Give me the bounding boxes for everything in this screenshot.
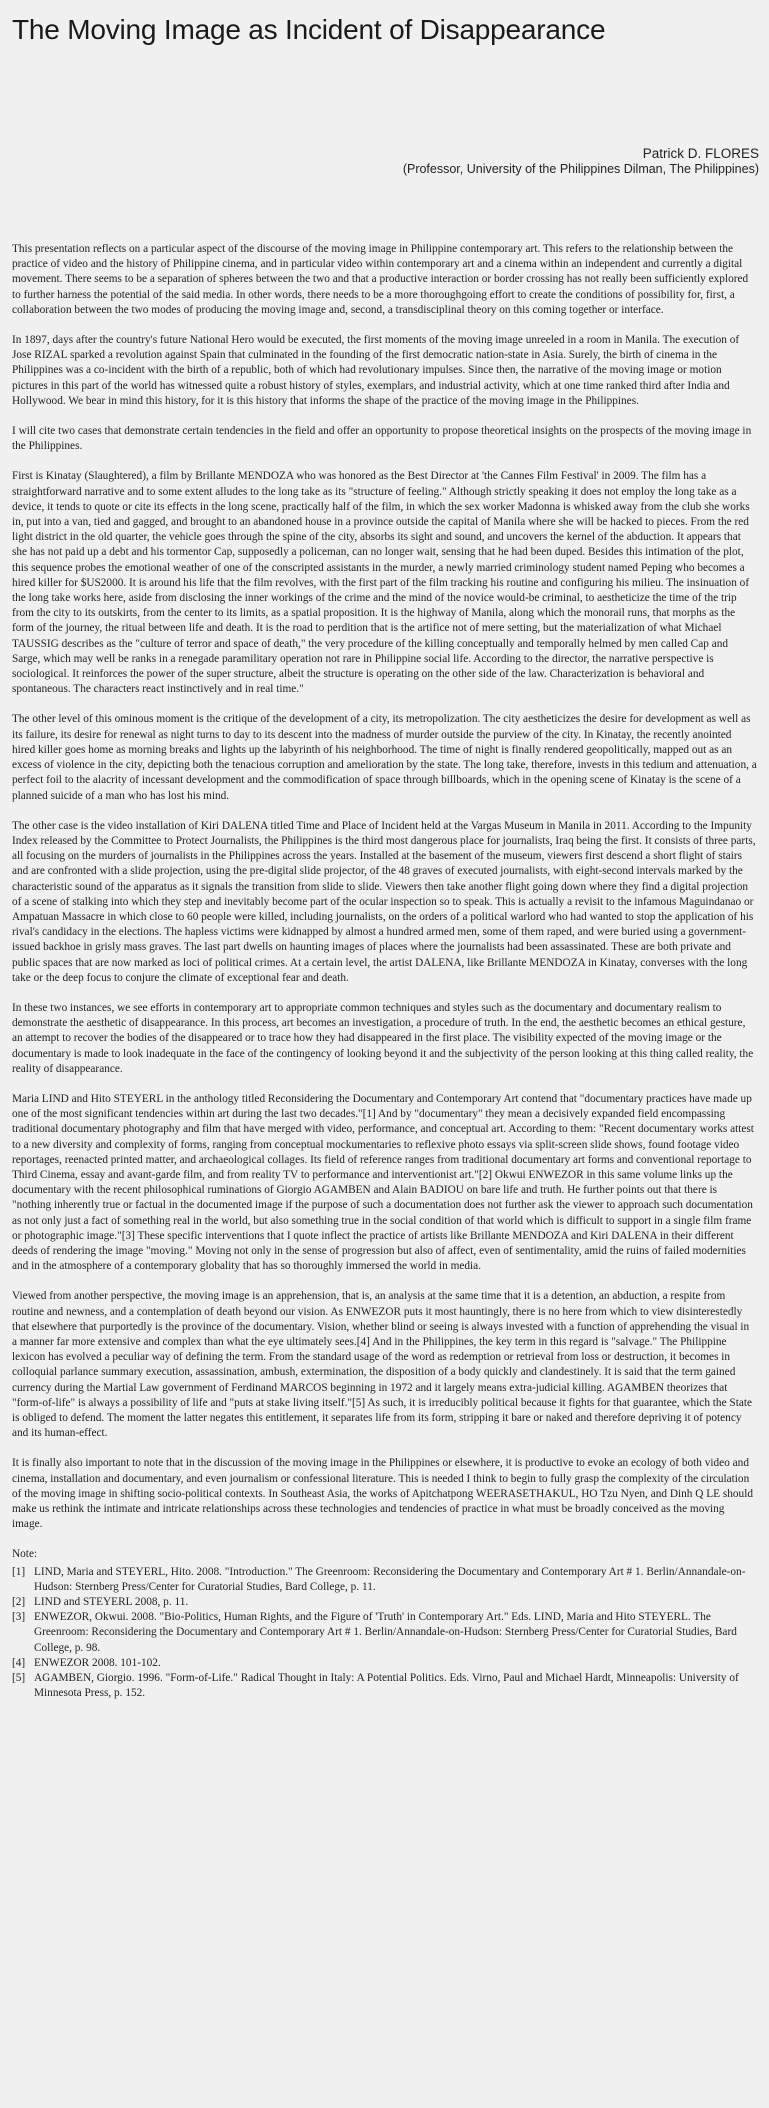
- note-number: [5]: [12, 1672, 26, 1685]
- paragraph: First is Kinatay (Slaughtered), a film by Brillante MENDOZA who was honored as the Best Director at 'the Cannes Film Festival' in 2009. The film has a straightforward narrative and to some extent alludes to the long take as its "structure of feeling." Although strictly speaking it does not employ the long take as a device, it tends to quote or cite its effects in the long scene, practically half of the film, in which the sex worker Madonna is whisked away from the club she works in, put into a van, tied and gagged, and brought to an abandoned house in a province outside the capital of Manila where she will be hacked to pieces. From the red light district in the old quarter, the vehicle goes through the spine of the city, absorbs its sight and sound, and uncovers the kernel of the abduction. It appears that she has not paid up a debt and his tormentor Cap, supposedly a policeman, can no longer wait, sensing that he had been duped. Besides this intimation of the plot, this sequence probes the emotional weather of one of the conscripted assistants in the murder, a newly married criminology student named Peping who becomes a hired killer for $US2000. It is around his life that the film revolves, with the first part of the film tracking his routine and configuring his milieu. The insinuation of the long take works here, aside from disclosing the inner workings of the crime and the mind of the novice would-be criminal, to aestheticize the time of the trip from the city to its outskirts, from the center to its limits, as a spatial proposition. It is the highway of Manila, along which the monorail runs, that morphs as the form of the journey, the ritual between life and death. It is the road to perdition that is the artifice not of mere setting, but the materialization of what Michael TAUSSIG describes as the "culture of terror and space of death," the very procedure of the killing conceptually and temporally helmed by men called Cap and Sarge, which may well be ranks in a renegade paramilitary operation not rare in Philippine social life. According to the director, the narrative perspective is sociological. It reinforces the power of the super structure, albeit the structure is operating on the other side of the law. Characterization is behavioral and spontaneous. The characters react instinctively and in real time.": [12, 470, 750, 696]
- note-number: [1]: [12, 1565, 26, 1578]
- note-text: AGAMBEN, Giorgio. 1996. "Form-of-Life." Radical Thought in Italy: A Potential Politics. Eds. Virno, Paul and Michael Hardt, Minneapolis: University of Minnesota Press, p. 152.: [34, 1672, 739, 1700]
- notes-section: [12, 1547, 757, 1701]
- note-item: [12, 1656, 757, 1671]
- note-item: [12, 1671, 757, 1701]
- note-item: [12, 1565, 757, 1595]
- note-text: LIND, Maria and STEYERL, Hito. 2008. "Introduction." The Greenroom: Reconsidering the Documentary and Contemporary Art # 1. Berlin/Annandale-on-Hudson: Sternberg Press/Center for Curatorial Studies, Bard College, p. 11.: [34, 1565, 746, 1593]
- note-number: [3]: [12, 1611, 26, 1624]
- paragraph: The other case is the video installation of Kiri DALENA titled Time and Place of Incident held at the Vargas Museum in Manila in 2011. According to the Impunity Index released by the Committee to Protect Journalists, the Philippines is the third most dangerous place for journalists, Iraq being the first. It consists of three parts, all focusing on the murders of journalists in the Philippines across the years. Installed at the basement of the museum, viewers first descend a short flight of stairs and are confronted with a slide projection, using the pre-digital slide projector, of the 48 graves of executed journalists, with eight-second intervals marked by the characteristic sound of the apparatus as it signals the transition from slide to slide. Viewers then take another flight going down where they find a digital projection of a scene of stalking into which they step and inevitably become part of the ocular inspection so to speak. This is actually a revisit to the infamous Maguindanao or Ampatuan Massacre in which close to 60 people were killed, including journalists, on the orders of a political warlord who had wanted to stop the application of his rival's candidacy in the elections. The hapless victims were kidnapped by almost a hundred armed men, some of them raped, and were buried using a government-issued backhoe in grisly mass graves. The last part dwells on haunting images of places where the journalists had been assassinated. These are both private and public spaces that are now marked as loci of political crimes. At a certain level, the artist DALENA, like Brillante MENDOZA in Kinatay, converses with the long take or the deep focus to conjure the climate of exceptional fear and death.: [12, 819, 756, 984]
- notes-label: Note:: [12, 1548, 38, 1561]
- note-text: ENWEZOR 2008. 101-102.: [34, 1656, 161, 1669]
- paragraph: Maria LIND and Hito STEYERL in the anthology titled Reconsidering the Documentary and Contemporary Art contend that "documentary practices have made up one of the most significant tendencies within art during the last two decades."[1] And by "documentary" they mean a decisively expanded field encompassing traditional documentary photography and film that have merged with video, performance, and conceptual art. According to them: "Recent documentary works attest to a new diversity and complexity of forms, ranging from conceptual mockumentaries to reflexive photo essays via split-screen slide shows, found footage video reportages, reenacted printed matter, and archaeological collages. Its field of reference ranges from traditional documentary art forms and conventional reportage to Third Cinema, essay and avant-garde film, and from reality TV to performance and interventionist art."[2] Okwui ENWEZOR in this same volume links up the documentary with the recent philosophical ruminations of Giorgio AGAMBEN and Alain BADIOU on bare life and truth. He further points out that there is "nothing inherently true or factual in the documented image if the purpose of such a documentation does not further ask the viewer to approach such documentation as not only just a fact of something real in the world, but also something true in the social condition of that world which is difficult to support in a single film frame or photographic image."[3] These specific interventions that I quote inflect the practice of artists like Brillante MENDOZA and Kiri DALENA in their different deeds of rendering the image "moving." Moving not only in the sense of progression but also of affect, even of sentimentality, amid the ruins of failed modernities and in the atmosphere of a contemporary globality that has so thoroughly immersed the world in media.: [12, 1092, 754, 1273]
- paragraph: It is finally also important to note that in the discussion of the moving image in the Philippines or elsewhere, it is productive to evoke an ecology of both video and cinema, installation and documentary, and even journalism or confessional literature. This is needed I think to begin to fully grasp the complexity of the circulation of the moving image in shifting socio-political contexts. In Southeast Asia, the works of Apitchatpong WEERASETHAKUL, HO Tzu Nyen, and Dinh Q LE should make us rethink the intimate and intricate relationships across these technologies and tendencies of practice in what must be broadly conceived as the moving image.: [12, 1457, 753, 1531]
- paragraph: The other level of this ominous moment is the critique of the development of a city, its metropolization. The city aestheticizes the desire for development as well as its failure, its desire for renewal as night turns to day to its descent into the madness of murder outside the purview of the city. In Kinatay, the recently anointed hired killer goes home as morning breaks and lights up the labyrinth of his neighborhood. The time of night is finally rendered geopolitically, mapped out as an excess of violence in the city, depicting both the tenacious corruption and amelioration by the state. The long take, therefore, invests in this tedium and attenuation, a perfect foil to the alacrity of incessant development and the commodification of space through billboards, which in the opening scene of Kinatay is the scene of a planned suicide of a man who has lost his mind.: [12, 713, 757, 802]
- note-text: ENWEZOR, Okwui. 2008. "Bio-Politics, Human Rights, and the Figure of 'Truth' in Contemporary Art." Eds. LIND, Maria and Hito STEYERL. The Greenroom: Reconsidering the Documentary and Contemporary Art # 1. Berlin/Annandale-on-Hudson: Sternberg Press/Center for Curatorial Studies, Bard College, p. 98.: [34, 1611, 737, 1654]
- note-item: [12, 1610, 757, 1656]
- author-name: Patrick D. FLORES: [642, 146, 759, 161]
- article-body: [12, 242, 757, 1701]
- note-number: [4]: [12, 1656, 26, 1669]
- paragraph: Viewed from another perspective, the moving image is an apprehension, that is, an analysis at the same time that it is a detention, an abduction, a respite from routine and newness, and a contemplation of death beyond our vision. As ENWEZOR puts it most hauntingly, there is no here from which to view disinterestedly that elsewhere that purportedly is the province of the documentary. Vision, whether blind or seeing is always invested with a function of apprehending the visual in a manner far more extensive and complex than what the eye ultimately sees.[4] And in the Philippines, the key term in this regard is "salvage." The Philippine lexicon has evolved a peculiar way of defining the term. From the standard usage of the word as redemption or retrieval from loss or destruction, it becomes in colloquial parlance summary execution, assassination, ambush, extermination, the disposition of a body quickly and clandestinely. It is said that the term gained currency during the Martial Law government of Ferdinand MARCOS beginning in 1972 and it largely means extra-judicial killing. AGAMBEN theorizes that "form-of-life" is always a possibility of life and "puts at stake living itself."[5] As such, it is irreducibly political because it fights for that guarantee, which the State is obliged to defend. The moment the latter negates this entitlement, it separates life from its form, stripping it bare or naked and therefore depriving it of potency and its human-effect.: [12, 1290, 753, 1440]
- note-text: LIND and STEYERL 2008, p. 11.: [34, 1596, 189, 1609]
- paragraph: In 1897, days after the country's future National Hero would be executed, the first moments of the moving image unreeled in a room in Manila. The execution of Jose RIZAL sparked a revolution against Spain that culminated in the founding of the first democratic nation-state in Asia. Surely, the birth of cinema in the Philippines was a co-incident with the birth of a republic, both of which had revolutionary impulses. Since then, the narrative of the moving image or motion pictures in this part of the world has witnessed quite a robust history of styles, exemplars, and industrial activity, which at one time ranked third after India and Hollywood. We bear in mind this history, for it is this history that informs the shape of the practice of the moving image in the Philippines.: [12, 334, 740, 407]
- author-affiliation: (Professor, University of the Philippines Dilman, The Philippines): [402, 162, 759, 176]
- author-block: [403, 145, 759, 177]
- note-number: [2]: [12, 1596, 26, 1609]
- paragraph: This presentation reflects on a particular aspect of the discourse of the moving image in Philippine contemporary art. This refers to the relationship between the practice of video and the history of Philippine cinema, and in particular video within contemporary art and a cinema within an independent and currently a digital movement. There seems to be a separation of spheres between the two and that a productive interaction or border crossing has not really been sufficiently explored to further harness the potential of the said media. In other words, there needs to be a more thoroughgoing effort to create the conditions of possibility for, first, a collaboration between the two modes of producing the moving image and, second, a transdisciplinal theory on this coming together or interface.: [12, 243, 749, 316]
- page-title: The Moving Image as Incident of Disappearance: [12, 14, 606, 45]
- paragraph: I will cite two cases that demonstrate certain tendencies in the field and offer an opportunity to propose theoretical insights on the prospects of the moving image in the Philippines.: [12, 425, 752, 453]
- paragraph: In these two instances, we see efforts in contemporary art to appropriate common techniques and styles such as the documentary and documentary realism to demonstrate the aesthetic of disappearance. In this process, art becomes an investigation, a procedure of truth. In the end, the aesthetic becomes an ethical gesture, an attempt to recover the bodies of the disappeared or to trace how they had disappeared in the first place. The visibility expected of the moving image or the documentary is made to look inadequate in the face of the contingency of looking beyond it and the subjectivity of the person looking at this thing called reality, the reality of disappearance.: [12, 1001, 754, 1075]
- notes-list: [12, 1565, 757, 1702]
- note-item: [12, 1595, 757, 1610]
